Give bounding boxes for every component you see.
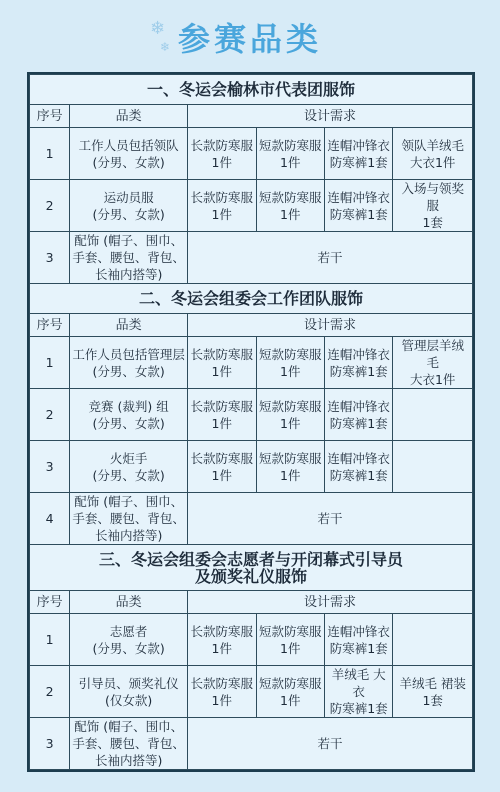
row-category-line: 手套、腰包、背包、: [72, 250, 185, 265]
row-category-line: 手套、腰包、背包、: [72, 511, 185, 526]
table-row: [30, 666, 473, 718]
design-item-line: 1件: [211, 363, 232, 379]
design-item: [256, 337, 324, 389]
design-item-line: 防寒裤1套: [329, 415, 388, 431]
table-row: [30, 441, 473, 493]
design-item-line: 大衣1件: [409, 372, 456, 387]
table-row: [30, 180, 473, 232]
header-idx-line: 序号: [36, 108, 63, 124]
design-item-line: 短款防寒服: [258, 450, 322, 466]
row-category-line: 手套、腰包、背包、: [72, 736, 185, 751]
row-category-line: 志愿者: [109, 623, 148, 639]
snowflake-icon: ❄: [150, 18, 166, 39]
section-title-line: 及颁奖礼仪服饰: [194, 566, 307, 586]
row-category-line: 配饰 (帽子、围巾、: [74, 719, 184, 734]
design-item: [188, 441, 256, 493]
title-area: [0, 0, 500, 70]
design-item: [324, 337, 392, 389]
design-item-line: 领队羊绒毛: [401, 137, 464, 153]
row-category-line: 工作人员包括领队: [78, 137, 179, 153]
row-idx: [30, 337, 70, 389]
row-category: [70, 337, 188, 389]
design-item: [393, 666, 473, 718]
design-item: [188, 337, 256, 389]
design-item-line: 羊绒毛 大衣: [331, 667, 386, 699]
header-row: [30, 591, 473, 614]
design-item: [324, 666, 392, 718]
section-title-row: [30, 75, 473, 105]
header-category-line: 品类: [115, 108, 142, 124]
design-item-line: 长款防寒服: [190, 675, 254, 691]
design-item-line: 防寒裤1套: [329, 467, 388, 483]
header-design: [188, 591, 473, 614]
row-merged-line: 若干: [317, 736, 343, 751]
table-row: [30, 232, 473, 284]
row-idx: [30, 493, 70, 545]
design-item-line: 1件: [280, 415, 301, 431]
row-idx-line: 1: [45, 355, 54, 370]
header-idx-line: 序号: [36, 317, 63, 333]
header-category: [70, 591, 188, 614]
design-item-line: 1件: [211, 415, 232, 431]
design-item: [324, 128, 392, 180]
design-item: [324, 180, 392, 232]
header-design-line: 设计需求: [304, 317, 357, 333]
table-row: [30, 128, 473, 180]
design-item: [256, 614, 324, 666]
row-category-line: 长袖内搭等): [94, 753, 163, 768]
table-row: [30, 493, 473, 545]
header-design-line: 设计需求: [304, 594, 357, 610]
snowflake-icon: ❄: [160, 40, 171, 54]
row-idx-line: 2: [45, 684, 54, 699]
row-idx-line: 2: [45, 407, 54, 422]
row-category: [70, 180, 188, 232]
design-item-line: 长款防寒服: [190, 450, 254, 466]
row-idx: [30, 666, 70, 718]
header-design-line: 设计需求: [304, 108, 357, 124]
row-category: [70, 666, 188, 718]
row-idx: [30, 441, 70, 493]
row-category-line: (分男、女款): [92, 363, 165, 379]
design-item: [393, 337, 473, 389]
row-category-line: (分男、女款): [92, 154, 165, 170]
header-design: [188, 314, 473, 337]
row-merged: [188, 718, 473, 770]
design-item: [393, 614, 473, 666]
row-category: [70, 441, 188, 493]
design-item: [393, 389, 473, 441]
design-item: [393, 128, 473, 180]
row-category: [70, 493, 188, 545]
design-item: [188, 128, 256, 180]
row-merged: [188, 493, 473, 545]
row-category-line: 长袖内搭等): [94, 267, 163, 282]
section-title-line: 一、冬运会榆林市代表团服饰: [146, 80, 355, 99]
design-item-line: 连帽冲锋衣: [327, 137, 390, 153]
design-item-line: 短款防寒服: [258, 623, 322, 639]
design-item-line: 连帽冲锋衣: [327, 623, 390, 639]
header-idx: [30, 591, 70, 614]
row-idx: [30, 614, 70, 666]
design-item: [188, 389, 256, 441]
row-category: [70, 718, 188, 770]
row-idx-line: 4: [45, 511, 54, 526]
design-item-line: 短款防寒服: [258, 346, 322, 362]
section-title-line: 二、冬运会组委会工作团队服饰: [138, 289, 363, 308]
row-merged-line: 若干: [317, 511, 343, 526]
design-item-line: 1件: [280, 467, 301, 483]
row-category-line: 引导员、颁奖礼仪: [78, 675, 179, 691]
row-category-line: 长袖内搭等): [94, 528, 163, 543]
design-item-line: 防寒裤1套: [329, 640, 388, 656]
table-row: [30, 718, 473, 770]
design-item: [188, 180, 256, 232]
design-item: [256, 666, 324, 718]
design-item-line: 连帽冲锋衣: [327, 189, 390, 205]
row-category-line: 配饰 (帽子、围巾、: [74, 494, 184, 509]
design-item-line: 防寒裤1套: [329, 206, 388, 222]
row-idx: [30, 718, 70, 770]
design-item-line: 1件: [280, 154, 301, 170]
design-item-line: 长款防寒服: [190, 189, 254, 205]
section-title: [30, 284, 473, 314]
design-item-line: 1件: [211, 467, 232, 483]
design-item: [188, 666, 256, 718]
design-item-line: 长款防寒服: [190, 346, 254, 362]
row-idx: [30, 128, 70, 180]
section-title: [30, 75, 473, 105]
row-category-line: (分男、女款): [92, 415, 165, 431]
header-row: [30, 105, 473, 128]
design-item: [393, 441, 473, 493]
header-category: [70, 105, 188, 128]
design-item-line: 连帽冲锋衣: [327, 398, 390, 414]
design-item-line: 连帽冲锋衣: [327, 450, 390, 466]
section-title-line: 三、冬运会组委会志愿者与开闭幕式引导员: [98, 549, 403, 569]
design-item-line: 长款防寒服: [190, 623, 254, 639]
row-category: [70, 614, 188, 666]
design-item-line: 短款防寒服: [258, 675, 322, 691]
design-item-line: 长款防寒服: [190, 137, 254, 153]
row-category-line: 运动员服: [103, 189, 154, 205]
design-item-line: 长款防寒服: [190, 398, 254, 414]
header-idx-line: 序号: [36, 594, 63, 610]
design-item-line: 短款防寒服: [258, 137, 322, 153]
row-category-line: (分男、女款): [92, 640, 165, 656]
header-idx: [30, 105, 70, 128]
design-item-line: 1件: [211, 640, 232, 656]
design-item: [393, 180, 473, 232]
table-row: [30, 389, 473, 441]
design-item-line: 连帽冲锋衣: [327, 346, 390, 362]
row-category-line: 配饰 (帽子、围巾、: [74, 233, 184, 248]
table-row: [30, 337, 473, 389]
design-item: [256, 389, 324, 441]
design-item-line: 短款防寒服: [258, 189, 322, 205]
header-category: [70, 314, 188, 337]
row-category-line: 工作人员包括管理层: [72, 346, 185, 362]
row-idx-line: 3: [45, 250, 54, 265]
row-idx-line: 2: [45, 198, 54, 213]
design-item: [324, 389, 392, 441]
header-category-line: 品类: [115, 317, 142, 333]
row-category: [70, 232, 188, 284]
design-item-line: 管理层羊绒毛: [401, 338, 464, 370]
design-item-line: 1件: [280, 640, 301, 656]
section-title-row: [30, 545, 473, 591]
section-title: [30, 545, 473, 591]
row-category-line: (分男、女款): [92, 467, 165, 483]
design-item-line: 防寒裤1套: [329, 701, 388, 716]
design-item: [324, 441, 392, 493]
row-idx-line: 1: [45, 146, 54, 161]
design-item-line: 羊绒毛 裙装: [399, 675, 466, 691]
row-category: [70, 128, 188, 180]
row-idx: [30, 232, 70, 284]
design-item-line: 防寒裤1套: [329, 363, 388, 379]
header-category-line: 品类: [115, 594, 142, 610]
header-idx: [30, 314, 70, 337]
row-idx-line: 3: [45, 459, 54, 474]
table-body: [30, 75, 473, 770]
design-item-line: 入场与领奖服: [401, 181, 464, 213]
design-item-line: 大衣1件: [409, 154, 456, 170]
row-category-line: 竞赛 (裁判) 组: [88, 398, 169, 414]
row-merged: [188, 232, 473, 284]
design-item-line: 1件: [211, 692, 232, 708]
design-item-line: 1套: [422, 215, 443, 230]
header-design: [188, 105, 473, 128]
row-idx: [30, 180, 70, 232]
row-merged-line: 若干: [317, 250, 343, 265]
design-item-line: 1件: [280, 206, 301, 222]
row-category-line: (分男、女款): [92, 206, 165, 222]
row-category: [70, 389, 188, 441]
row-idx-line: 3: [45, 736, 54, 751]
design-item-line: 1件: [280, 692, 301, 708]
design-item: [324, 614, 392, 666]
row-category-line: 火炬手: [109, 450, 148, 466]
design-item: [256, 441, 324, 493]
row-idx: [30, 389, 70, 441]
row-category-line: (仅女款): [105, 692, 153, 708]
page-title: 参赛品类: [177, 20, 322, 58]
table-row: [30, 614, 473, 666]
design-item: [256, 180, 324, 232]
design-item-line: 1件: [211, 206, 232, 222]
header-row: [30, 314, 473, 337]
design-item: [188, 614, 256, 666]
section-title-row: [30, 284, 473, 314]
row-idx-line: 1: [45, 632, 54, 647]
design-item-line: 1套: [422, 692, 443, 708]
category-table: [27, 72, 475, 772]
design-item: [256, 128, 324, 180]
design-item-line: 短款防寒服: [258, 398, 322, 414]
design-item-line: 1件: [280, 363, 301, 379]
design-item-line: 防寒裤1套: [329, 154, 388, 170]
design-item-line: 1件: [211, 154, 232, 170]
